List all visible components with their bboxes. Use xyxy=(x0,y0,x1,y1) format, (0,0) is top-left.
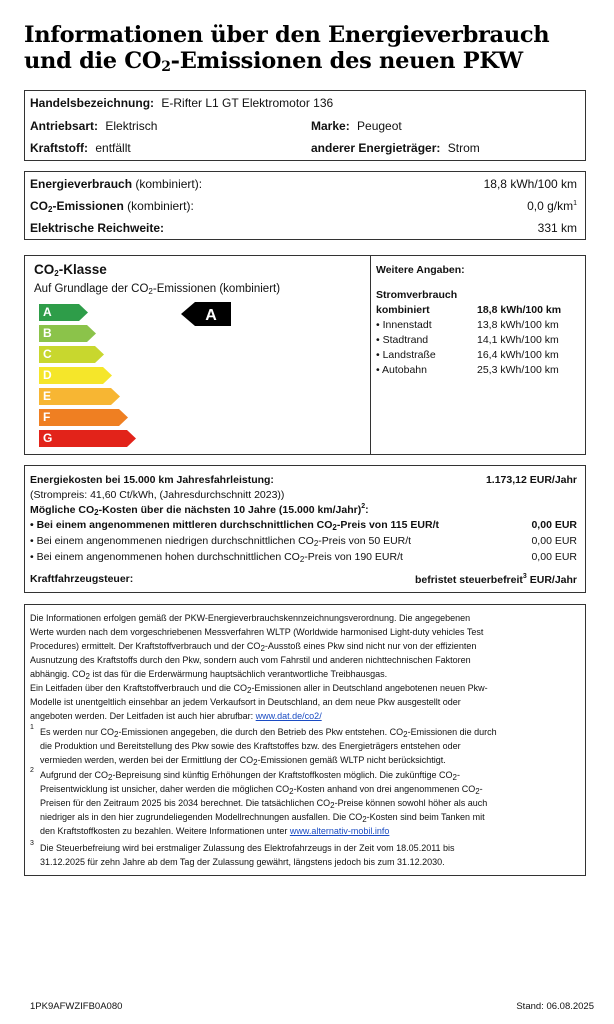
co2-class-bar-e xyxy=(39,388,121,405)
footnote-1-mark: 1 xyxy=(30,724,34,731)
co2-class-bar-a xyxy=(39,304,89,321)
alternativ-mobil-link[interactable]: www.alternativ-mobil.info xyxy=(289,826,390,836)
energy-costs-label: Energiekosten bei 15.000 km Jahresfahrleistung: xyxy=(30,474,274,486)
further-item-value: 13,8 kWh/100 km xyxy=(477,319,559,331)
kombiniert-value: 18,8 kWh/100 km xyxy=(477,304,562,316)
co2-class-box xyxy=(24,255,586,455)
title-line-1: Informationen über den Energieverbrauch xyxy=(24,22,550,48)
co2-class-bar-b xyxy=(39,325,97,342)
further-item-value: 16,4 kWh/100 km xyxy=(477,349,559,361)
footnote-line: Preisentwicklung ist unsicher, daher werden die möglichen CO2-Kosten anhand von drei angenommenen CO2- xyxy=(40,784,483,796)
energy-costs-value: 1.173,12 EUR/Jahr xyxy=(485,474,577,486)
antriebsart-row: Antriebsart: Elektrisch xyxy=(30,119,158,133)
footnote-line: 31.12.2025 für zehn Jahre ab dem Tag der Zulassung gewährt, längstens jedoch bis zum 31.12.2030. xyxy=(40,857,445,867)
footnote-line: Die Steuerbefreiung wird bei erstmaliger Zulassung des Elektrofahrzeugs in der Zeit vom 18.05.2011 bis xyxy=(40,843,455,853)
energy-consumption-value: 18,8 kWh/100 km xyxy=(483,177,577,191)
co2-cost-low-value: 0,00 EUR xyxy=(531,535,577,547)
co2-class-bar-d xyxy=(39,367,113,384)
co2-class-letter: B xyxy=(43,326,52,340)
co2-class-letter: G xyxy=(43,431,53,445)
range-value: 331 km xyxy=(537,221,577,235)
further-item-label: • Autobahn xyxy=(376,364,427,376)
footnote-line: Aufgrund der CO2-Bepreisung sind künftig Erhöhungen der Kraftstoffkosten möglich. Die zukünftige CO2- xyxy=(40,770,460,782)
further-item-label: • Stadtrand xyxy=(376,334,429,346)
further-item-label: • Landstraße xyxy=(376,349,436,361)
possible-co2-costs-heading: Mögliche $CO_2$-Kosten über die nächsten 10 Jahre (15.000 km/Jahr)$^2$: xyxy=(30,503,369,517)
energietraeger-row: anderer Energieträger: Strom xyxy=(311,141,480,155)
document-code: 1PK9AFWZIFB0A080 xyxy=(30,1001,123,1012)
footnote-line: die Produktion und Bereitstellung des Pkw sowie des Kraftstoffes bzw. des Energieträgers entstehen oder xyxy=(40,741,461,751)
co2-cost-high-label: • Bei einem angenommenen hohen durchschnittlichen $CO_2$-Preis von 190 EUR/t xyxy=(30,551,403,564)
footnote-line: niedriger als in den hier zugrundeliegenden Modellrechnungen ausfallen. Die CO2-Kosten sind beim Tanken mit xyxy=(40,812,485,824)
energy-consumption-label: Energieverbrauch (kombiniert): xyxy=(30,177,203,191)
co2-cost-mid-value: 0,00 EUR xyxy=(531,519,577,531)
kombiniert-label: kombiniert xyxy=(376,304,430,316)
co2-class-heading: $CO_2$-Klasse xyxy=(34,262,107,278)
co2-class-bar-c xyxy=(39,346,105,363)
footnote-line: vermieden werden, werden bei der Ermittlung der CO2-Emissionen gemäß WLTP nicht berücksichtigt. xyxy=(40,755,446,767)
range-label: Elektrische Reichweite: xyxy=(30,221,165,235)
further-item-value: 25,3 kWh/100 km xyxy=(477,364,559,376)
co2-class-letter: E xyxy=(43,389,52,403)
co2-emissions-value: 0,0 $g/km^1$ xyxy=(527,199,577,213)
current-class-letter: A xyxy=(205,307,217,324)
co2-class-letter: C xyxy=(43,347,52,361)
stand-date: Stand: 06.08.2025 xyxy=(516,1001,594,1012)
info-line: Modelle ist unentgeltlich einsehbar an jedem Verkaufsort in Deutschland, an dem neue Pkw ausgestellt oder xyxy=(30,697,461,707)
footnote-3-mark: 3 xyxy=(30,840,34,847)
co2-class-letter: F xyxy=(43,410,51,424)
co2-cost-low-label: • Bei einem angenommenen niedrigen durchschnittlichen $CO_2$-Preis von 50 EUR/t xyxy=(30,535,412,548)
info-line: Procedures) ermittelt. Der Kraftstoffverbrauch und der CO2-Ausstoß eines Pkw sind nicht nur von der effizienten xyxy=(30,641,477,653)
info-line: angeboten werden. Der Leitfaden ist auch hier abrufbar: www.dat.de/co2/ xyxy=(30,711,322,721)
info-line: abhängig. CO2 ist das für die Erderwärmung hauptsächlich verantwortliche Treibhausgas. xyxy=(30,669,388,681)
kraftstoff-row: Kraftstoff: entfällt xyxy=(30,141,131,155)
further-item-value: 14,1 kWh/100 km xyxy=(477,334,559,346)
info-line: Ausnutzung des Kraftstoffs durch den Pkw, sondern auch vom Fahrstil und anderen nichttechnischen Faktoren xyxy=(30,655,471,665)
info-line: Die Informationen erfolgen gemäß der PKW-Energieverbrauchskennzeichnungsverordnung. Die angegebenen xyxy=(30,613,471,623)
tax-value: befristet steuerbefreit$^3$ EUR/Jahr xyxy=(414,573,577,586)
co2-class-letter: A xyxy=(43,305,52,319)
co2-class-bar-g xyxy=(39,430,137,447)
title-line-2: und die CO2-Emissionen des neuen PKW xyxy=(24,48,523,75)
marke-row: Marke: Peugeot xyxy=(311,119,402,133)
co2-cost-high-value: 0,00 EUR xyxy=(531,551,577,563)
footnote-line: Preisen für den Zeitraum 2025 bis 2034 berechnet. Die tatsächlichen CO2-Preise können sowohl höher als auch xyxy=(40,798,488,810)
co2-cost-mid-label: • Bei einem angenommenen mittleren durchschnittlichen $CO_2$-Preis von 115 EUR/t xyxy=(30,519,439,532)
dat-link[interactable]: www.dat.de/co2/ xyxy=(255,711,322,721)
current-class-arrow xyxy=(181,302,231,326)
tax-label: Kraftfahrzeugsteuer: xyxy=(30,573,134,585)
info-line: Ein Leitfaden über den Kraftstoffverbrauch und die CO2-Emissionen aller in Deutschland angebotenen neuen Pkw- xyxy=(30,683,488,695)
co2-emissions-label: $CO_2$-Emissionen (kombiniert): xyxy=(30,199,194,214)
handelsbezeichnung-row: Handelsbezeichnung: E-Rifter L1 GT Elektromotor 136 xyxy=(30,96,334,110)
strom-heading: Stromverbrauch xyxy=(376,289,458,301)
current-class-indicator xyxy=(181,302,231,326)
further-heading: Weitere Angaben: xyxy=(376,264,465,276)
further-item-label: • Innenstadt xyxy=(376,319,432,331)
info-line: Werte wurden nach dem vorgeschriebenen Messverfahren WLTP (Worldwide harmonised Light-duty vehicles Test xyxy=(30,627,484,637)
page-title xyxy=(24,22,594,80)
footnote-line: den Kraftstoffkosten zu bezahlen. Weitere Informationen unter www.alternativ-mobil.info xyxy=(40,826,390,836)
co2-box-divider xyxy=(370,256,371,454)
footnote-2-mark: 2 xyxy=(30,767,34,774)
co2-class-basis: Auf Grundlage der $CO_2$-Emissionen (kombiniert) xyxy=(34,283,281,296)
co2-class-bar-f xyxy=(39,409,129,426)
co2-class-letter: D xyxy=(43,368,52,382)
strompreis: (Strompreis: 41,60 Ct/kWh, (Jahresdurchschnitt 2023)) xyxy=(30,489,285,501)
footnote-line: Es werden nur CO2-Emissionen angegeben, die durch den Betrieb des Pkw entstehen. CO2-Emissionen die durch xyxy=(40,727,497,739)
